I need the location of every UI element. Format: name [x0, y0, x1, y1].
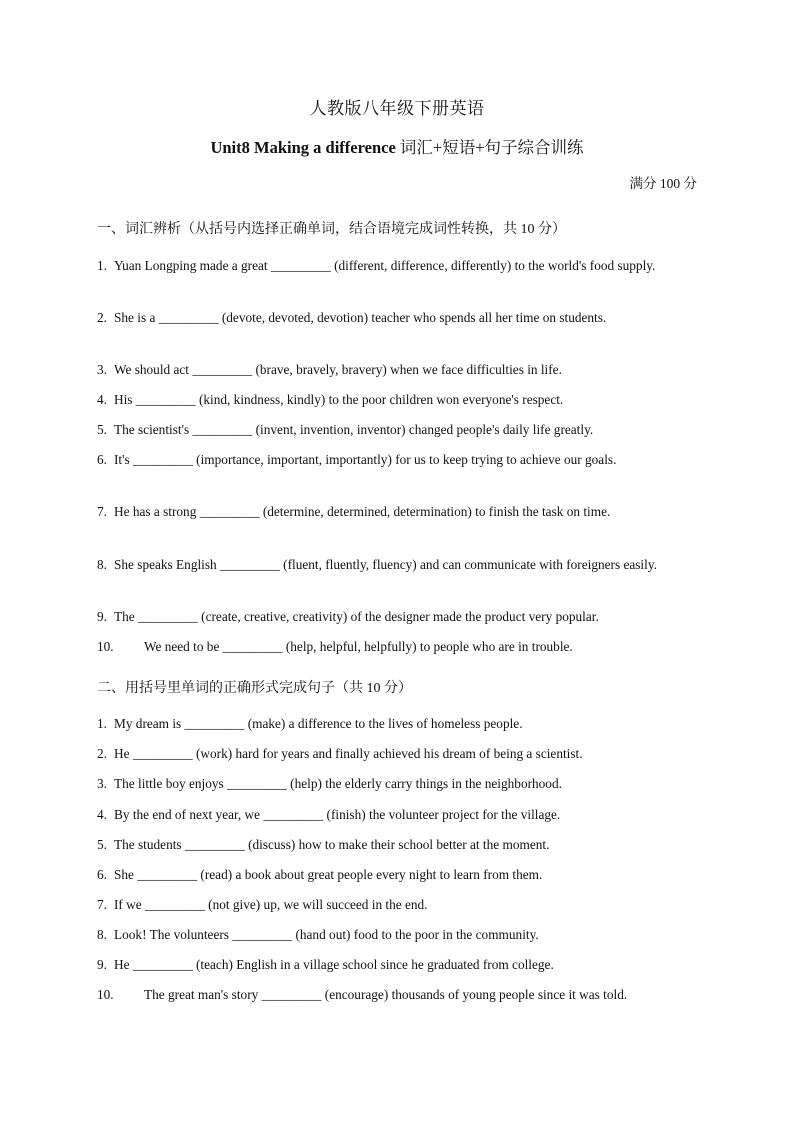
section1-heading: 一、词汇辨析（从括号内选择正确单词，结合语境完成词性转换，共 10 分） — [97, 222, 566, 237]
item-text: We should act _________ (brave, bravely, bravery) when we face difficulties in life. — [114, 362, 562, 377]
list-item — [97, 389, 689, 412]
item-number: 8. — [97, 557, 107, 572]
item-text: He _________ (work) hard for years and finally achieved his dream of being a scientist. — [114, 746, 583, 761]
list-item — [97, 501, 689, 524]
item-text: By the end of next year, we _________ (finish) the volunteer project for the village. — [114, 807, 561, 822]
item-text: She speaks English _________ (fluent, fluently, fluency) and can communicate with foreigners easily. — [114, 557, 657, 572]
item-text: He has a strong _________ (determine, determined, determination) to finish the task on time. — [114, 504, 611, 519]
item-number: 5. — [97, 422, 107, 437]
item-number: 10. — [97, 987, 114, 1002]
list-item — [97, 554, 689, 577]
list-item — [97, 449, 689, 472]
item-text: The scientist's _________ (invent, invention, inventor) changed people's daily life greatly. — [114, 422, 594, 437]
list-item — [97, 713, 689, 736]
list-item — [97, 359, 689, 382]
list-item — [97, 984, 689, 1007]
item-text: She _________ (read) a book about great people every night to learn from them. — [114, 867, 543, 882]
list-item — [97, 834, 689, 857]
item-text: Yuan Longping made a great _________ (different, difference, differently) to the world's food supply. — [114, 258, 656, 273]
item-text: He _________ (teach) English in a village school since he graduated from college. — [114, 957, 554, 972]
item-text: If we _________ (not give) up, we will succeed in the end. — [114, 897, 428, 912]
item-number: 10. — [97, 639, 114, 654]
item-number: 1. — [97, 716, 107, 731]
item-number: 7. — [97, 504, 107, 519]
list-item — [97, 419, 689, 442]
list-item — [97, 894, 689, 917]
item-number: 8. — [97, 927, 107, 942]
list-item — [97, 606, 689, 629]
subtitle-chinese: 词汇+短语+句子综合训练 — [399, 138, 584, 157]
item-number: 6. — [97, 452, 107, 467]
list-item — [97, 954, 689, 977]
item-number: 9. — [97, 609, 107, 624]
item-text: It's _________ (importance, important, importantly) for us to keep trying to achieve our goals. — [114, 452, 617, 467]
list-item — [97, 255, 689, 278]
item-number: 1. — [97, 258, 107, 273]
page-title: 人教版八年级下册英语 — [309, 99, 485, 118]
item-number: 4. — [97, 807, 107, 822]
item-number: 2. — [97, 746, 107, 761]
item-number: 5. — [97, 837, 107, 852]
item-number: 3. — [97, 776, 107, 791]
item-number: 4. — [97, 392, 107, 407]
item-text: She is a _________ (devote, devoted, devotion) teacher who spends all her time on students. — [114, 310, 607, 325]
list-item — [97, 307, 689, 330]
item-text: The little boy enjoys _________ (help) the elderly carry things in the neighborhood. — [114, 776, 562, 791]
item-text: His _________ (kind, kindness, kindly) to the poor children won everyone's respect. — [114, 392, 564, 407]
item-number: 6. — [97, 867, 107, 882]
list-item — [97, 743, 689, 766]
subtitle-english: Unit8 Making a difference — [210, 138, 396, 157]
total-score: 满分 100 分 — [629, 176, 697, 191]
page-subtitle — [0, 137, 794, 159]
list-item — [97, 636, 689, 659]
item-text: My dream is _________ (make) a difference to the lives of homeless people. — [114, 716, 523, 731]
list-item — [97, 924, 689, 947]
item-text: Look! The volunteers _________ (hand out) food to the poor in the community. — [114, 927, 539, 942]
item-text: We need to be _________ (help, helpful, helpfully) to people who are in trouble. — [144, 639, 573, 654]
item-number: 2. — [97, 310, 107, 325]
list-item — [97, 864, 689, 887]
list-item — [97, 804, 689, 827]
item-text: The great man's story _________ (encourage) thousands of young people since it was told. — [144, 987, 628, 1002]
item-number: 7. — [97, 897, 107, 912]
item-number: 9. — [97, 957, 107, 972]
item-text: The students _________ (discuss) how to make their school better at the moment. — [114, 837, 550, 852]
item-number: 3. — [97, 362, 107, 377]
section2-heading: 二、用括号里单词的正确形式完成句子（共 10 分） — [97, 681, 412, 696]
list-item — [97, 773, 689, 796]
item-text: The _________ (create, creative, creativity) of the designer made the product very popular. — [114, 609, 599, 624]
